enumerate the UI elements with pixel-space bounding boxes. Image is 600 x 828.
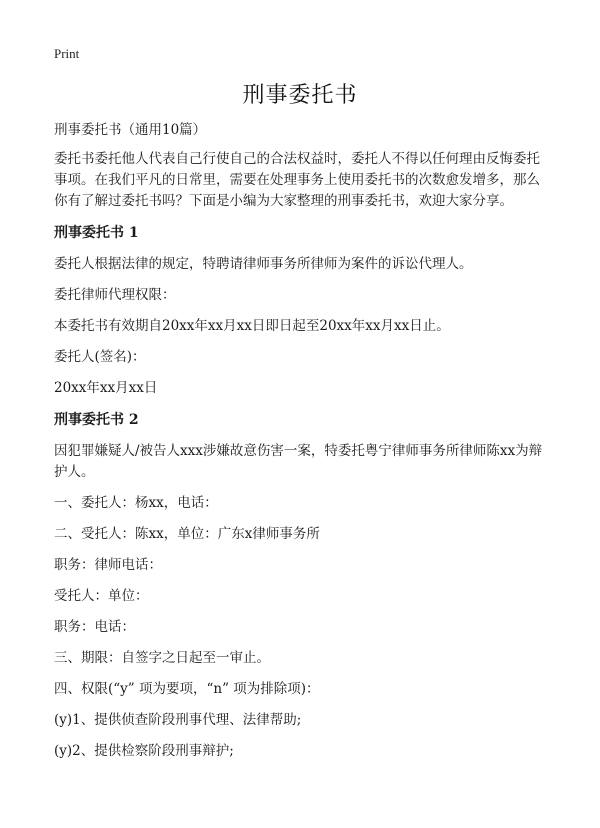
section-1-paragraph: 委托人根据法律的规定，特聘请律师事务所律师为案件的诉讼代理人。	[54, 256, 473, 272]
section-2-paragraph: 一、委托人：杨xx，电话：	[54, 495, 218, 511]
intro-paragraph: 委托书委托他人代表自己行使自己的合法权益时，委托人不得以任何理由反悔委托事项。在我们平凡的日常里，需要在处理事务上使用委托书的次数愈发增多，那么你有了解过委托书吗？下面是小编为大家整理的刑事委托书，欢迎大家分享。	[54, 151, 540, 209]
section-1-paragraph: 委托人(签名)：	[54, 349, 146, 365]
section-2-paragraph: (y)1、提供侦查阶段刑事代理、法律帮助;	[54, 712, 302, 728]
section-heading-1: 刑事委托书 1	[54, 225, 139, 241]
document-body	[54, 120, 546, 772]
section-1-paragraph: 20xx年xx月xx日	[54, 380, 158, 396]
section-2-paragraph: (y)2、提供检察阶段刑事辩护;	[54, 743, 234, 759]
section-1-paragraph: 委托律师代理权限：	[54, 287, 176, 303]
section-2-paragraph: 四、权限(“y” 项为要项，“n” 项为排除项)：	[54, 681, 320, 697]
section-2-paragraph: 三、期限：自签字之日起至一审止。	[54, 650, 270, 666]
print-link[interactable]: Print	[54, 46, 80, 61]
section-2-paragraph: 二、受托人：陈xx，单位：广东x律师事务所	[54, 526, 320, 542]
section-1-paragraph: 本委托书有效期自20xx年xx月xx日即日起至20xx年xx月xx日止。	[54, 318, 450, 334]
document-subtitle: 刑事委托书（通用10篇）	[54, 122, 207, 138]
section-2-paragraph: 因犯罪嫌疑人/被告人xxx涉嫌故意伤害一案，特委托粤宁律师事务所律师陈xx为辩护人。	[54, 443, 543, 480]
section-2-paragraph: 受托人：单位：	[54, 588, 149, 604]
section-heading-2: 刑事委托书 2	[54, 412, 139, 428]
section-2-paragraph: 职务：律师电话：	[54, 557, 162, 573]
document-title: 刑事委托书	[242, 83, 358, 108]
section-2-paragraph: 职务：电话：	[54, 619, 135, 635]
